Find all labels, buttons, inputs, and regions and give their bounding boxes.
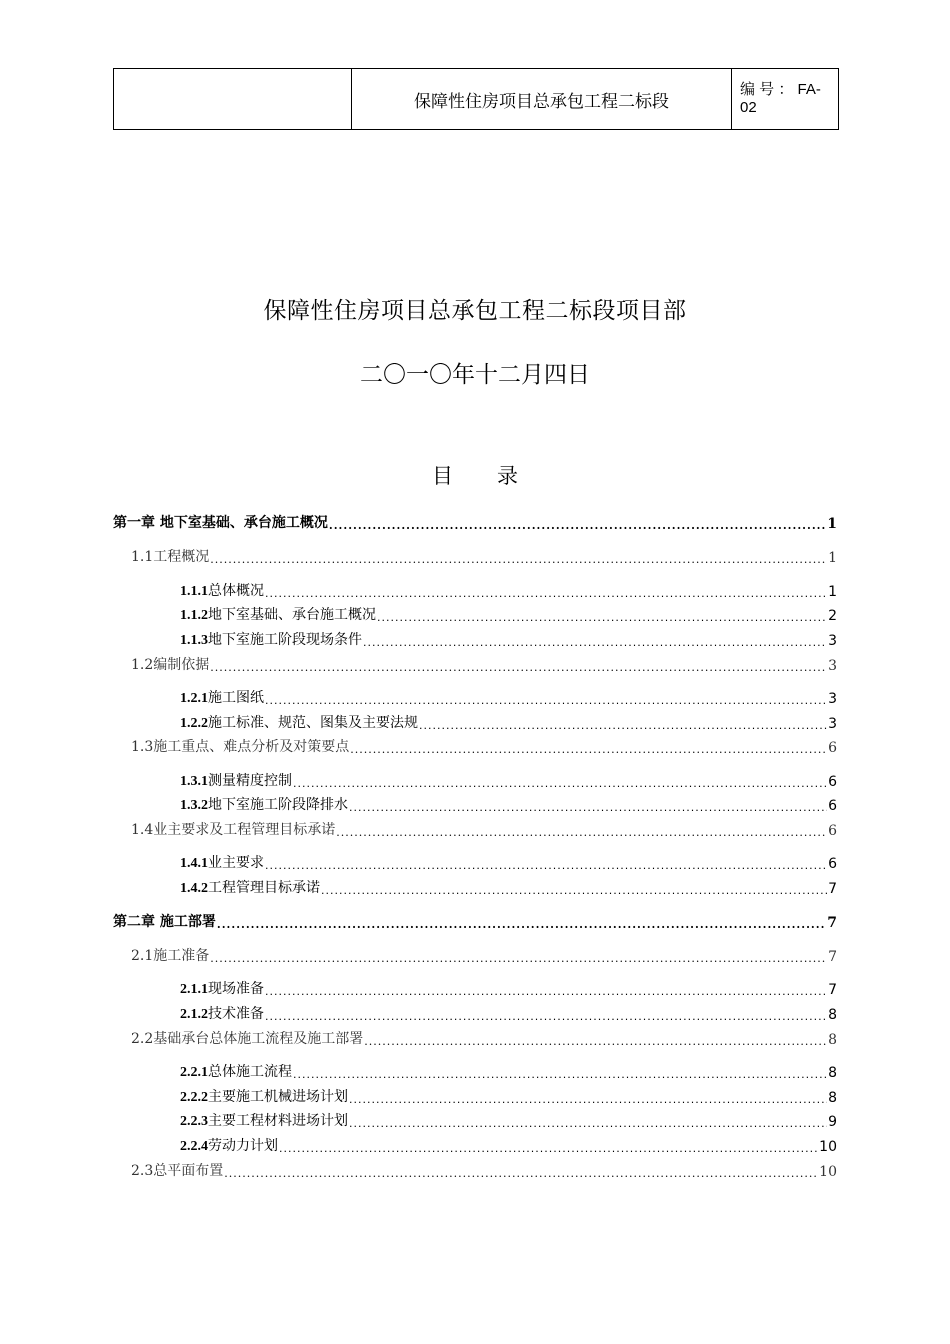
toc-entry[interactable] bbox=[113, 770, 837, 790]
toc-dot-leader bbox=[350, 743, 827, 756]
toc-entry-page: 6 bbox=[828, 798, 837, 814]
toc-entry[interactable] bbox=[113, 546, 837, 566]
toc-entry-title bbox=[131, 736, 349, 756]
toc-entry-number: 1.3.1 bbox=[180, 774, 208, 789]
toc-entry[interactable] bbox=[113, 580, 837, 600]
toc-dot-leader bbox=[349, 1117, 827, 1130]
toc-dot-leader bbox=[265, 1010, 827, 1023]
toc-dot-leader bbox=[349, 801, 827, 814]
document-date: 二〇一〇年十二月四日 bbox=[360, 362, 590, 388]
toc-entry-text: 地下室施工阶段现场条件 bbox=[208, 632, 362, 648]
toc-entry[interactable] bbox=[113, 712, 837, 732]
toc-entry-text: 劳动力计划 bbox=[208, 1138, 278, 1154]
header-logo-cell bbox=[114, 69, 352, 129]
toc-entry[interactable] bbox=[113, 736, 837, 756]
toc-entry-number: 1.2.1 bbox=[180, 691, 208, 706]
toc-entry-title bbox=[131, 546, 209, 566]
toc-entry-text: 2.1施工准备 bbox=[131, 948, 210, 964]
toc-entry-text: 地下室施工阶段降排水 bbox=[208, 797, 348, 813]
toc-entry-title bbox=[180, 712, 418, 732]
toc-dot-leader bbox=[210, 952, 827, 965]
toc-entry-text: 施工标准、规范、图集及主要法规 bbox=[208, 715, 418, 731]
toc-entry-title bbox=[180, 852, 264, 872]
toc-entry-title bbox=[180, 687, 264, 707]
toc-entry-number: 1.3.2 bbox=[180, 798, 208, 813]
toc-entry-number: 1.1.3 bbox=[180, 633, 208, 648]
toc-entry[interactable] bbox=[113, 1061, 837, 1081]
toc-entry-text: 第二章 施工部署 bbox=[113, 914, 216, 930]
toc-entry-title bbox=[180, 770, 292, 790]
toc-entry-page: 1 bbox=[828, 550, 837, 566]
header-code-suffix: 02 bbox=[740, 99, 757, 116]
toc-entry-page: 8 bbox=[828, 1090, 837, 1106]
toc-entry-text: 1.1工程概况 bbox=[131, 549, 210, 565]
toc-entry-text: 2.2基础承台总体施工流程及施工部署 bbox=[131, 1031, 364, 1047]
toc-entry-text: 2.3总平面布置 bbox=[131, 1163, 224, 1179]
header-project-name: 保障性住房项目总承包工程二标段 bbox=[352, 69, 732, 129]
toc-entry-page: 1 bbox=[827, 516, 837, 532]
toc-dot-leader bbox=[293, 1068, 827, 1081]
toc-entry[interactable] bbox=[113, 629, 837, 649]
toc-entry-title bbox=[131, 819, 335, 839]
toc-entry-page: 6 bbox=[828, 823, 837, 839]
toc-entry[interactable] bbox=[113, 687, 837, 707]
toc-entry-page: 8 bbox=[828, 1032, 837, 1048]
toc-entry-number: 2.2.2 bbox=[180, 1090, 208, 1105]
toc-entry-text: 工程管理目标承诺 bbox=[208, 880, 320, 896]
toc-entry-page: 6 bbox=[828, 774, 837, 790]
toc-entry-number: 1.1.2 bbox=[180, 608, 208, 623]
toc-entry-number: 2.2.4 bbox=[180, 1139, 208, 1154]
toc-dot-leader bbox=[349, 1093, 827, 1106]
toc-entry-text: 1.2编制依据 bbox=[131, 657, 210, 673]
toc-entry[interactable] bbox=[113, 512, 837, 532]
toc-entry-page: 10 bbox=[819, 1164, 837, 1180]
toc-entry-title bbox=[180, 604, 376, 624]
toc-entry-title bbox=[131, 1160, 223, 1180]
toc-dot-leader bbox=[293, 777, 827, 790]
toc-entry-text: 1.4业主要求及工程管理目标承诺 bbox=[131, 822, 336, 838]
toc-entry-page: 6 bbox=[828, 856, 837, 872]
header-code-label: 编 号 ： FA- bbox=[740, 81, 821, 98]
toc-dot-leader bbox=[377, 611, 827, 624]
toc-dot-leader bbox=[210, 661, 827, 674]
toc-entry-text: 测量精度控制 bbox=[208, 773, 292, 789]
toc-entry-number: 1.4.2 bbox=[180, 881, 208, 896]
toc-entry[interactable] bbox=[113, 1135, 837, 1155]
toc-entry[interactable] bbox=[113, 1110, 837, 1130]
toc-entry[interactable] bbox=[113, 1003, 837, 1023]
toc-entry-page: 10 bbox=[819, 1139, 837, 1155]
toc-entry-text: 主要施工机械进场计划 bbox=[208, 1089, 348, 1105]
toc-entry-number: 2.2.3 bbox=[180, 1114, 208, 1129]
toc-entry[interactable] bbox=[113, 604, 837, 624]
toc-entry-title bbox=[180, 629, 362, 649]
toc-entry[interactable] bbox=[113, 911, 837, 931]
toc-dot-leader bbox=[265, 694, 827, 707]
toc-entry[interactable] bbox=[113, 654, 837, 674]
toc-entry-title bbox=[131, 654, 209, 674]
toc-entry-text: 现场准备 bbox=[208, 981, 264, 997]
toc-entry[interactable] bbox=[113, 794, 837, 814]
toc-dot-leader bbox=[364, 1035, 827, 1048]
toc-dot-leader bbox=[265, 587, 827, 600]
toc-entry-title bbox=[180, 580, 264, 600]
toc-entry-title bbox=[180, 978, 264, 998]
toc-entry-title bbox=[131, 1028, 363, 1048]
toc-entry-page: 7 bbox=[828, 949, 837, 965]
toc-dot-leader bbox=[279, 1142, 818, 1155]
toc-entry[interactable] bbox=[113, 1086, 837, 1106]
toc-entry[interactable] bbox=[113, 1028, 837, 1048]
toc-dot-leader bbox=[363, 636, 827, 649]
document-title: 保障性住房项目总承包工程二标段项目部 bbox=[263, 298, 687, 324]
toc-entry-text: 施工图纸 bbox=[208, 690, 264, 706]
toc-entry-page: 1 bbox=[828, 584, 837, 600]
toc-entry[interactable] bbox=[113, 1160, 837, 1180]
toc-dot-leader bbox=[336, 826, 827, 839]
toc-entry-number: 1.1.1 bbox=[180, 584, 208, 599]
toc-entry-page: 3 bbox=[828, 633, 837, 649]
toc-entry-text: 业主要求 bbox=[208, 855, 264, 871]
toc-entry-text: 技术准备 bbox=[208, 1006, 264, 1022]
toc-entry-text: 第一章 地下室基础、承台施工概况 bbox=[113, 515, 328, 531]
toc-entry-page: 7 bbox=[828, 982, 837, 998]
toc-entry-title bbox=[180, 1061, 292, 1081]
toc-entry-text: 1.3施工重点、难点分析及对策要点 bbox=[131, 739, 350, 755]
toc-entry-page: 6 bbox=[828, 740, 837, 756]
toc-entry-number: 2.1.2 bbox=[180, 1007, 208, 1022]
toc-entry[interactable] bbox=[113, 819, 837, 839]
toc-entry-title bbox=[180, 794, 348, 814]
toc-entry-page: 8 bbox=[828, 1065, 837, 1081]
toc-entry-title bbox=[180, 877, 320, 897]
toc-entry[interactable] bbox=[113, 877, 837, 897]
toc-entry-number: 2.1.1 bbox=[180, 982, 208, 997]
toc-dot-leader bbox=[224, 1167, 818, 1180]
toc-entry[interactable] bbox=[113, 945, 837, 965]
toc-entry-number: 1.4.1 bbox=[180, 856, 208, 871]
toc-entry-text: 主要工程材料进场计划 bbox=[208, 1113, 348, 1129]
toc-dot-leader bbox=[265, 985, 827, 998]
header-code-cell bbox=[732, 69, 838, 129]
toc-entry-text: 地下室基础、承台施工概况 bbox=[208, 607, 376, 623]
toc-entry-page: 3 bbox=[828, 691, 837, 707]
toc-entry-number: 2.2.1 bbox=[180, 1065, 208, 1080]
toc-entry-title bbox=[113, 512, 328, 532]
toc-entry[interactable] bbox=[113, 852, 837, 872]
toc-entry-title bbox=[180, 1086, 348, 1106]
toc-entry-page: 8 bbox=[828, 1007, 837, 1023]
toc-entry-page: 7 bbox=[827, 915, 837, 931]
toc-entry-text: 总体概况 bbox=[208, 583, 264, 599]
toc-entry-page: 3 bbox=[828, 658, 837, 674]
toc-dot-leader bbox=[210, 553, 827, 566]
header-table bbox=[113, 68, 839, 130]
toc-dot-leader bbox=[217, 918, 826, 931]
toc-entry-title bbox=[180, 1110, 348, 1130]
toc-entry[interactable] bbox=[113, 978, 837, 998]
toc-entry-title bbox=[113, 911, 216, 931]
toc-dot-leader bbox=[265, 859, 827, 872]
toc-dot-leader bbox=[329, 519, 826, 532]
toc-entry-page: 2 bbox=[828, 608, 837, 624]
toc-entry-page: 3 bbox=[828, 716, 837, 732]
toc-entry-number: 1.2.2 bbox=[180, 716, 208, 731]
toc-entry-page: 7 bbox=[828, 881, 837, 897]
toc-heading: 目录 bbox=[432, 464, 562, 488]
toc-entry-title bbox=[180, 1003, 264, 1023]
toc-entry-text: 总体施工流程 bbox=[208, 1064, 292, 1080]
toc-entry-title bbox=[131, 945, 209, 965]
toc-entry-title bbox=[180, 1135, 278, 1155]
toc-entry-page: 9 bbox=[828, 1114, 837, 1130]
toc-dot-leader bbox=[419, 719, 827, 732]
toc-dot-leader bbox=[321, 884, 827, 897]
